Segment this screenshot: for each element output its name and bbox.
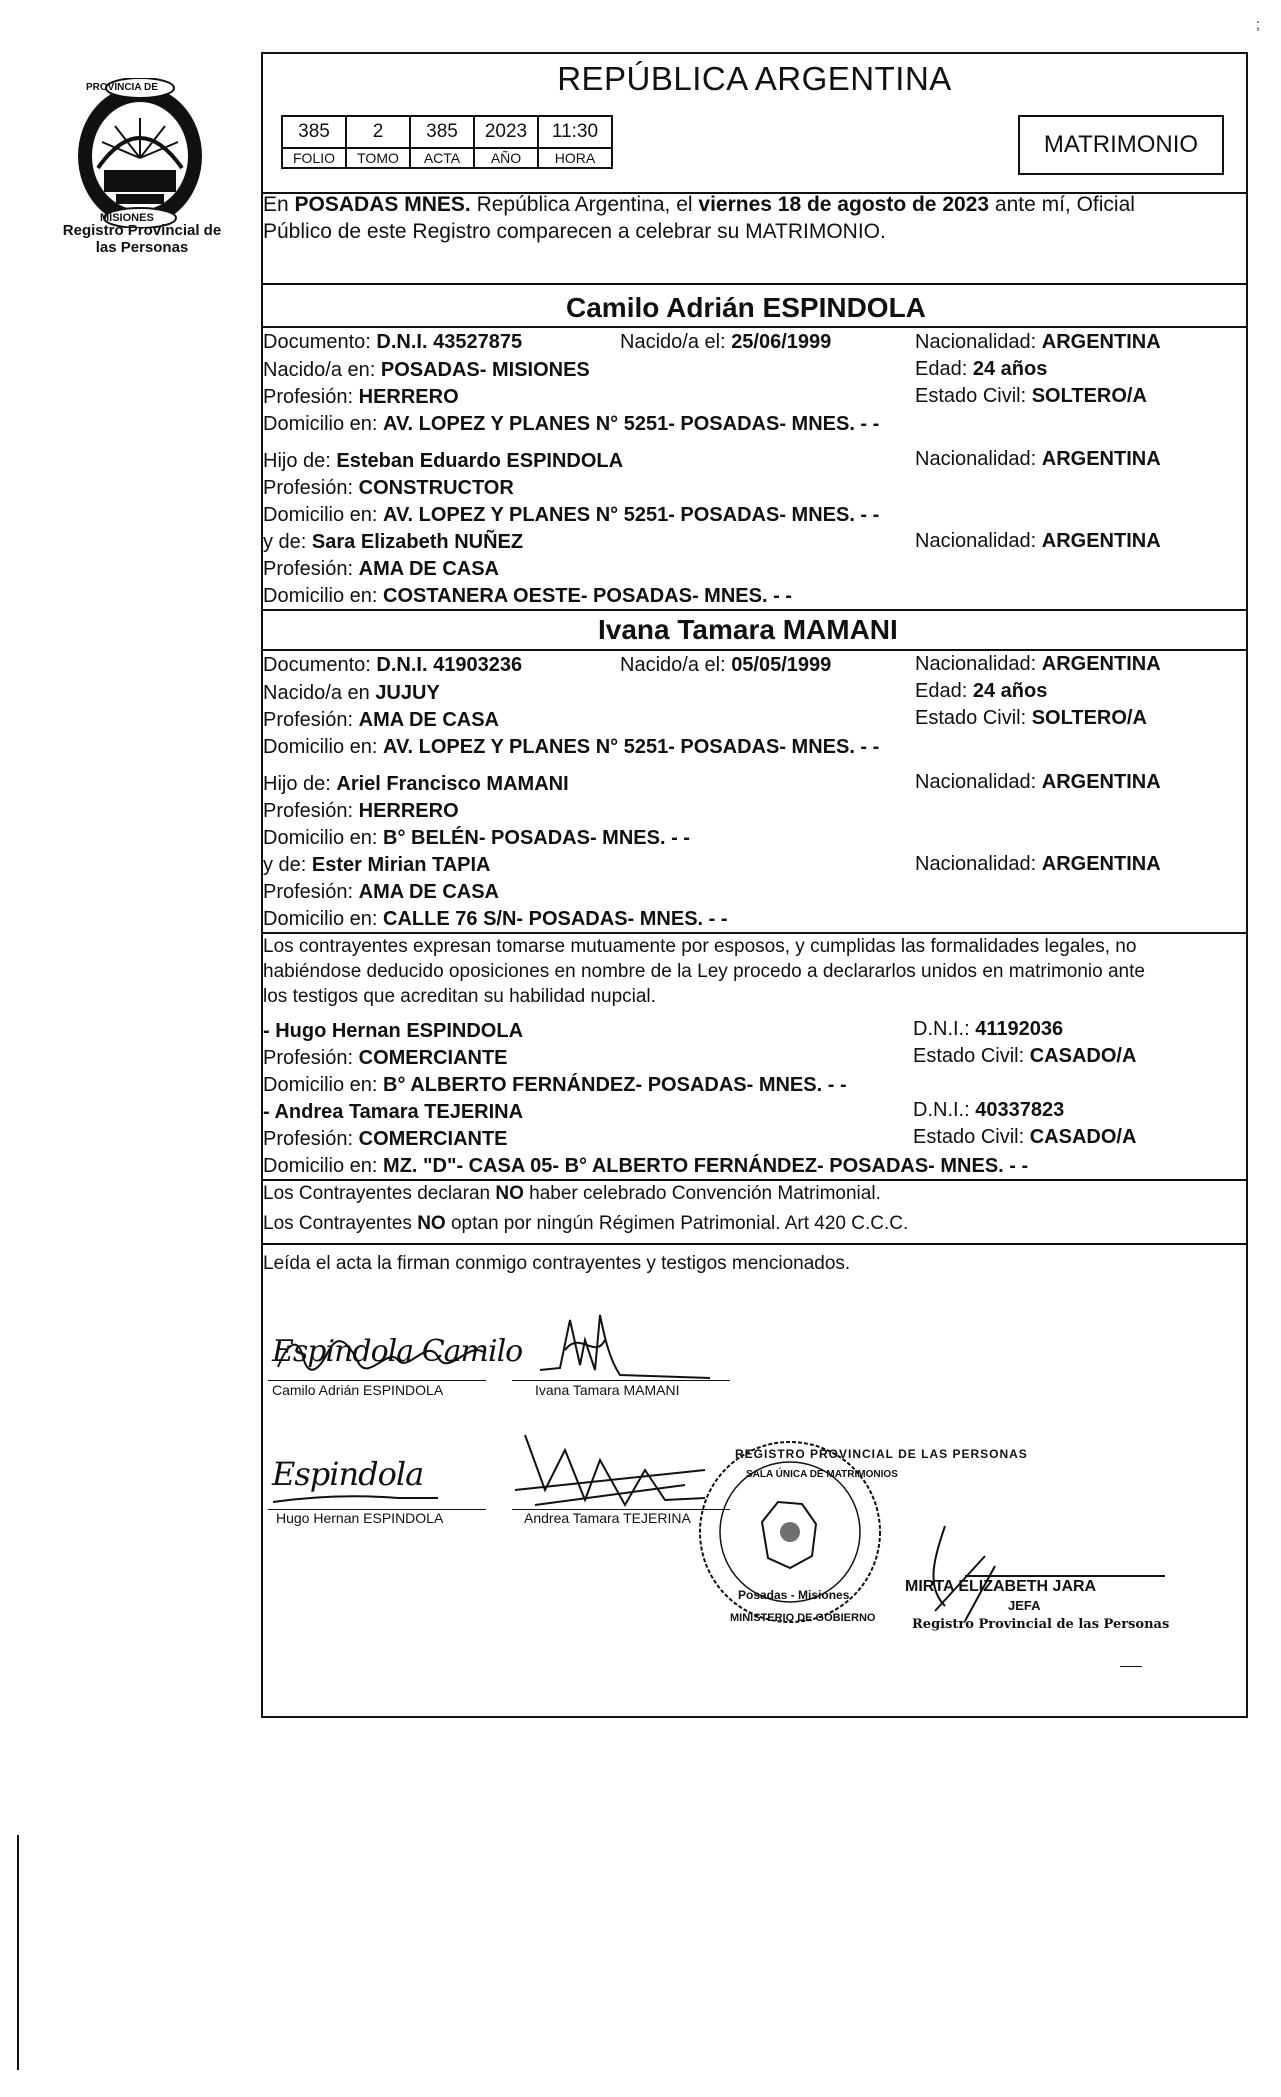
value: POSADAS- MISIONES	[380, 359, 590, 381]
label: Nacido/a en:	[263, 359, 376, 381]
label: D.N.I.:	[913, 1018, 970, 1040]
spouse2-father	[263, 772, 569, 796]
value: ARGENTINA	[1041, 331, 1161, 353]
spouse1-father	[263, 449, 623, 473]
text: haber celebrado Convención Matrimonial.	[523, 1183, 881, 1204]
signature-label-2: Ivana Tamara MAMANI	[535, 1382, 680, 1398]
value: MZ. "D"- CASA 05- B° ALBERTO FERNÁNDEZ- POSADAS- MNES. - -	[383, 1155, 1029, 1177]
witness2-addr	[263, 1154, 1028, 1178]
value: D.N.I. 41903236	[376, 654, 523, 676]
spouse1-born	[620, 330, 831, 354]
label: Domicilio en:	[263, 585, 378, 607]
witness1-civil	[913, 1044, 1136, 1068]
corner-mark: ;	[1256, 16, 1260, 32]
label: Domicilio en:	[263, 736, 378, 758]
signature-line	[512, 1380, 730, 1381]
spouse2-father-addr	[263, 826, 690, 850]
signature-label-1: Camilo Adrián ESPINDOLA	[272, 1382, 444, 1398]
regime-line-2	[263, 1212, 908, 1236]
value: AMA DE CASA	[358, 558, 499, 580]
value: COMERCIANTE	[358, 1128, 508, 1150]
spouse2-doc	[263, 653, 522, 677]
spouse2-name: Ivana Tamara MAMANI	[598, 614, 898, 645]
label: Edad:	[915, 680, 968, 702]
spouse1-name: Camilo Adrián ESPINDOLA	[566, 292, 926, 323]
margin-line	[17, 1835, 19, 2070]
acta-folio: 385	[282, 116, 346, 148]
acta-acta: 385	[410, 116, 474, 148]
text: Los Contrayentes declaran	[263, 1183, 496, 1204]
official-org: Registro Provincial de las Personas	[912, 1617, 1170, 1632]
value: CONSTRUCTOR	[358, 477, 514, 499]
intro-line-1	[263, 193, 1135, 217]
signature-label-4: Andrea Tamara TEJERINA	[524, 1510, 691, 1526]
official-title: JEFA	[1008, 1598, 1041, 1613]
text: optan por ningún Régimen Patrimonial. Art 420 C.C.C.	[445, 1213, 909, 1234]
value: HERRERO	[358, 800, 459, 822]
spouse1-mother-addr	[263, 584, 792, 608]
acta-info-table	[281, 115, 613, 169]
spouse1-mother-prof	[263, 557, 499, 581]
witness2-dni	[913, 1098, 1064, 1122]
divider	[261, 1243, 1248, 1245]
intro-date: viernes 18 de agosto de 2023	[698, 193, 990, 216]
closing-statement: Leída el acta la firman conmigo contrayentes y testigos mencionados.	[263, 1253, 851, 1274]
label: Domicilio en:	[263, 827, 378, 849]
label: Profesión:	[263, 709, 354, 731]
witness2-civil	[913, 1125, 1136, 1149]
signature-label-3: Hugo Hernan ESPINDOLA	[276, 1510, 444, 1526]
label: Profesión:	[263, 1128, 354, 1150]
regime-line-1	[263, 1182, 881, 1206]
value: ARGENTINA	[1041, 653, 1161, 675]
label: Documento:	[263, 331, 371, 353]
country-title: REPÚBLICA ARGENTINA	[557, 60, 952, 97]
logo-org-name: Registro Provincial de las Personas	[62, 222, 222, 256]
value: HERRERO	[358, 386, 459, 408]
label: D.N.I.:	[913, 1099, 970, 1121]
intro-text: ante mí, Oficial	[994, 193, 1135, 216]
spouse1-civil	[915, 384, 1147, 408]
label: Estado Civil:	[913, 1126, 1025, 1148]
spouse1-father-nat	[915, 447, 1161, 471]
spouse2-father-nat	[915, 770, 1161, 794]
value: CASADO/A	[1029, 1126, 1137, 1148]
value: Esteban Eduardo ESPINDOLA	[336, 450, 624, 472]
signature-script-3: Espindola	[272, 1455, 424, 1493]
acta-label: ACTA	[410, 148, 474, 168]
label: Domicilio en:	[263, 504, 378, 526]
label: Hijo de:	[263, 450, 331, 472]
divider	[261, 283, 1248, 285]
spouse2-mother	[263, 853, 490, 877]
value: 24 años	[972, 680, 1048, 702]
value: B° BELÉN- POSADAS- MNES. - -	[383, 827, 690, 849]
label: Edad:	[915, 358, 968, 380]
stamp-outer-text: REGISTRO PROVINCIAL DE LAS PERSONAS	[735, 1447, 1028, 1461]
label: Profesión:	[263, 477, 354, 499]
value: B° ALBERTO FERNÁNDEZ- POSADAS- MNES. - -	[383, 1074, 847, 1096]
value: AV. LOPEZ Y PLANES N° 5251- POSADAS- MNES. - -	[383, 736, 880, 758]
label: Nacido/a el:	[620, 331, 726, 353]
spouse2-mother-prof	[263, 880, 499, 904]
value: AMA DE CASA	[358, 881, 499, 903]
value: 25/06/1999	[731, 331, 832, 353]
value: 05/05/1999	[731, 654, 832, 676]
value: ARGENTINA	[1041, 853, 1161, 875]
spouse2-father-prof	[263, 799, 459, 823]
spouse1-doc	[263, 330, 522, 354]
stamp-inner-text: SALA ÚNICA DE MATRIMONIOS	[746, 1469, 898, 1480]
spouse2-born	[620, 653, 831, 677]
label: Profesión:	[263, 386, 354, 408]
signature-line	[1120, 1666, 1142, 1667]
label: Profesión:	[263, 558, 354, 580]
value: COSTANERA OESTE- POSADAS- MNES. - -	[383, 585, 792, 607]
declaration-line-2: habiéndose deducido oposiciones en nombre de la Ley procedo a declararlos unidos en matrimonio ante	[263, 961, 1145, 982]
stamp-ministry: MINISTERIO DE GOBIERNO	[730, 1612, 876, 1624]
divider	[261, 932, 1248, 934]
value: ARGENTINA	[1041, 771, 1161, 793]
spouse1-addr	[263, 412, 879, 436]
label: Domicilio en:	[263, 908, 378, 930]
declaration-line-3: los testigos que acreditan su habilidad nupcial.	[263, 986, 656, 1007]
label: Nacionalidad:	[915, 853, 1037, 875]
label: Hijo de:	[263, 773, 331, 795]
value: AMA DE CASA	[358, 709, 499, 731]
label: Profesión:	[263, 1047, 354, 1069]
spouse2-age	[915, 679, 1047, 703]
label: Nacionalidad:	[915, 448, 1037, 470]
witness1-dni	[913, 1017, 1063, 1041]
intro-text: República Argentina, el	[470, 193, 693, 216]
spouse2-prof	[263, 708, 499, 732]
spouse1-birthplace	[263, 358, 590, 382]
witness1-name: - Hugo Hernan ESPINDOLA	[263, 1020, 524, 1042]
signature-script-1: Espindola Camilo	[272, 1334, 523, 1369]
intro-place: POSADAS MNES.	[294, 193, 471, 216]
acta-label: HORA	[538, 148, 612, 168]
intro-text: En	[263, 193, 289, 216]
act-type-box: MATRIMONIO	[1018, 115, 1224, 175]
value: 40337823	[975, 1099, 1065, 1121]
label: Nacido/a en	[263, 682, 370, 704]
witness2-prof	[263, 1127, 508, 1151]
text: NO	[417, 1213, 446, 1234]
divider	[261, 609, 1248, 611]
registry-official-stamp	[690, 1432, 890, 1632]
label: y de:	[263, 854, 307, 876]
label: Domicilio en:	[263, 1074, 378, 1096]
spouse2-addr	[263, 735, 879, 759]
value: Sara Elizabeth NUÑEZ	[311, 531, 524, 553]
divider	[261, 649, 1248, 651]
label: Nacionalidad:	[915, 771, 1037, 793]
value: D.N.I. 43527875	[376, 331, 523, 353]
label: Profesión:	[263, 881, 354, 903]
divider	[261, 1179, 1248, 1181]
province-seal-logo	[70, 78, 210, 228]
acta-hour: 11:30	[538, 116, 612, 148]
spouse2-mother-nat	[915, 852, 1161, 876]
label: Profesión:	[263, 800, 354, 822]
signature-line	[268, 1380, 486, 1381]
text: Los Contrayentes	[263, 1213, 418, 1234]
intro-line-2: Público de este Registro comparecen a celebrar su MATRIMONIO.	[263, 220, 886, 243]
value: ARGENTINA	[1041, 448, 1161, 470]
stamp-city: Posadas - Misiones	[738, 1588, 850, 1602]
spouse2-civil	[915, 706, 1147, 730]
logo-lettering-top: PROVINCIA DE	[86, 82, 158, 93]
spouse1-father-prof	[263, 476, 514, 500]
label: y de:	[263, 531, 307, 553]
value: SOLTERO/A	[1031, 385, 1147, 407]
value: AV. LOPEZ Y PLANES N° 5251- POSADAS- MNES. - -	[383, 504, 880, 526]
value: JUJUY	[375, 682, 440, 704]
spouse1-prof	[263, 385, 459, 409]
acta-label: FOLIO	[282, 148, 346, 168]
spouse2-birthplace	[263, 681, 440, 705]
label: Nacionalidad:	[915, 530, 1037, 552]
divider	[261, 326, 1248, 328]
label: Domicilio en:	[263, 1155, 378, 1177]
value: CALLE 76 S/N- POSADAS- MNES. - -	[383, 908, 728, 930]
acta-label: AÑO	[474, 148, 538, 168]
acta-label: TOMO	[346, 148, 410, 168]
text: NO	[495, 1183, 524, 1204]
spouse1-father-addr	[263, 503, 879, 527]
declaration-line-1: Los contrayentes expresan tomarse mutuamente por esposos, y cumplidas las formalidades legales, no	[263, 936, 1137, 957]
spouse1-mother-nat	[915, 529, 1161, 553]
label: Nacionalidad:	[915, 653, 1037, 675]
signature-scribble-3	[268, 1452, 448, 1512]
value: Ester Mirian TAPIA	[311, 854, 491, 876]
value: 41192036	[975, 1018, 1064, 1040]
signature-scribble-2	[510, 1310, 740, 1384]
label: Documento:	[263, 654, 371, 676]
label: Estado Civil:	[915, 385, 1027, 407]
acta-tomo: 2	[346, 116, 410, 148]
value: Ariel Francisco MAMANI	[336, 773, 569, 795]
witness2-name: - Andrea Tamara TEJERINA	[263, 1101, 524, 1123]
spouse1-nat	[915, 330, 1161, 354]
value: 24 años	[972, 358, 1048, 380]
label: Nacido/a el:	[620, 654, 726, 676]
acta-year: 2023	[474, 116, 538, 148]
value: ARGENTINA	[1041, 530, 1161, 552]
value: AV. LOPEZ Y PLANES N° 5251- POSADAS- MNES. - -	[383, 413, 880, 435]
official-name: MIRTA ELIZABETH JARA	[905, 1578, 1097, 1595]
spouse2-nat	[915, 652, 1161, 676]
label: Estado Civil:	[915, 707, 1027, 729]
logo-lettering-bottom: MISIONES	[100, 212, 154, 224]
spouse2-mother-addr	[263, 907, 728, 931]
spouse1-mother	[263, 530, 523, 554]
label: Nacionalidad:	[915, 331, 1037, 353]
witness1-addr	[263, 1073, 847, 1097]
value: COMERCIANTE	[358, 1047, 508, 1069]
witness1-prof	[263, 1046, 508, 1070]
value: CASADO/A	[1029, 1045, 1137, 1067]
label: Domicilio en:	[263, 413, 378, 435]
value: SOLTERO/A	[1031, 707, 1147, 729]
label: Estado Civil:	[913, 1045, 1025, 1067]
spouse1-age	[915, 357, 1047, 381]
